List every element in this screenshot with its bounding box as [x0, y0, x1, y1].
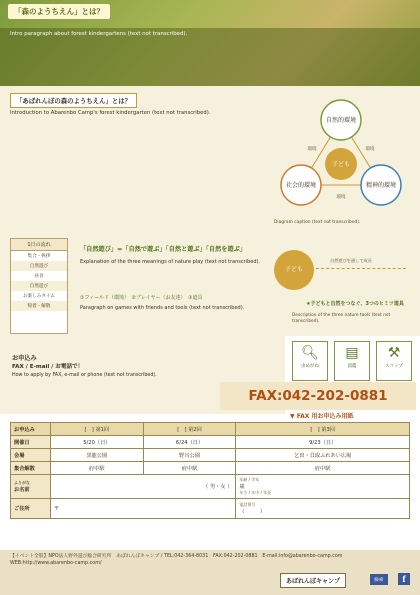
form-cell: 5/20（日） [51, 436, 144, 449]
session-checkbox[interactable]: [ ] 第1回 [51, 423, 144, 436]
tool-book [334, 341, 370, 381]
application-text: How to apply by FAX, e-mail or phone (text not transcribed). [12, 373, 157, 378]
nature-play-text2: Paragraph on games with friends and tools (text not transcribed). [80, 305, 245, 311]
center-label: 子ども [331, 161, 351, 168]
tool-magnifier [292, 341, 328, 381]
hero-banner [0, 0, 420, 86]
form-cell: 黒龍公園 [51, 449, 144, 462]
form-cell: 野川公園 [143, 449, 236, 462]
schedule-title: 1日の流れ [11, 239, 67, 251]
book-icon: ▤ [345, 345, 359, 361]
tool-shovel [376, 341, 412, 381]
form-cell: 府中駅 [51, 462, 144, 475]
form-row [11, 436, 410, 449]
search-button[interactable]: 検索 [370, 574, 388, 585]
tools-heading: ★子どもと自然をつなぐ、3つのヒミツ道具 [306, 301, 404, 307]
age-unit: 歳 [239, 484, 245, 490]
application-title: お申込み [12, 355, 37, 362]
schedule-item: 帰着・解散 [11, 301, 67, 311]
magnifier-icon: 🔍︎ [301, 345, 319, 361]
edge-label: 環境 [307, 147, 317, 152]
tool-label: 虫めがね [301, 364, 319, 369]
session-checkbox[interactable]: [ ] 第2回 [143, 423, 236, 436]
hero-title: 「森のようちえん」とは？ [8, 4, 110, 19]
section-heading: 「あばれんぼの森のようちえん」とは？ [10, 93, 137, 108]
brand-logo: あばれんぼキャンプ [280, 573, 346, 588]
diagram-caption: Diagram caption (text not transcribed). [274, 220, 361, 225]
form-label: お申込み [11, 423, 51, 436]
form-cell: 府中駅 [236, 462, 410, 475]
environment-diagram [266, 90, 416, 220]
form-row [11, 449, 410, 462]
fax-form-title: ▼ FAX 用お申込み用紙 [290, 413, 354, 420]
tool-label: 図鑑 [347, 364, 357, 369]
gender-select[interactable]: （ 男・女 ） [203, 484, 233, 490]
nature-play-text: Explanation of the three meanings of nature play (text not transcribed). [80, 259, 261, 265]
fax-number: FAX:042-202-0881 [220, 382, 416, 410]
form-label: 開催日 [11, 436, 51, 449]
application-form [10, 422, 410, 519]
application-methods: FAX / E-mail / お電話で！ [12, 364, 84, 370]
form-label: 会場 [11, 449, 51, 462]
nature-play-elements: ①フィールド（環境） ②プレイヤー（お友達） ③道具 [80, 295, 203, 301]
facebook-icon[interactable]: f [398, 573, 410, 585]
address-label: ご住所 [11, 499, 51, 519]
tool-label: スコップ [385, 364, 403, 369]
age-label: 年齢 / 学年 [239, 477, 260, 482]
section-text: Introduction to Abarenbo Camp's forest kindergarten (text not transcribed). [10, 110, 211, 116]
footer-contact: 【イベント全般】NPO法人野外遊び総合研究所 あばれんぼキャンプ / TEL:042-364-8031 FAX:042-202-0881 E-mail:info@abarenbo-camp.com WEB:http://www.abarenbo-camp.com/ [10, 554, 348, 567]
schedule-item: 集合・挨拶 [27, 254, 51, 259]
name-field[interactable] [51, 475, 236, 499]
form-row [11, 475, 410, 499]
form-cell: 6/24（日） [143, 436, 236, 449]
shovel-icon: ⚒ [387, 345, 401, 361]
session-checkbox[interactable]: [ ] 第3回 [236, 423, 410, 436]
edge-label: 環境 [336, 195, 346, 200]
name-label: お名前 [14, 487, 30, 493]
node-label: 自然的環境 [325, 117, 357, 124]
phone-sep: （ ） [239, 509, 266, 515]
hero-text: Intro paragraph about forest kindergartens (text not transcribed). [10, 31, 188, 37]
node-label: 社会的環境 [285, 182, 317, 189]
schedule-item: お楽しみタイム [22, 294, 56, 299]
child-circle: 子ども [274, 250, 314, 290]
address-field[interactable] [51, 499, 236, 519]
form-row [11, 462, 410, 475]
form-cell: 乞田・貝取ふれあい広場 [236, 449, 410, 462]
nature-play-heading: 「自然遊び」=「自然で遊ぶ」「自然と遊ぶ」「自然を遊ぶ」 [80, 246, 247, 253]
phone-label: 電話番号 [239, 502, 256, 507]
form-label [11, 475, 51, 499]
form-label: 集合解散 [11, 462, 51, 475]
node-label: 精神的環境 [365, 182, 397, 189]
schedule-item: 自然遊び [11, 261, 67, 271]
form-row [11, 499, 410, 519]
postal-mark: 〒 [54, 506, 60, 512]
age-grade-field[interactable] [236, 475, 410, 499]
phone-field[interactable] [236, 499, 410, 519]
edge-label: 環境 [365, 147, 375, 152]
growth-label: 自然遊びを通して成長 [330, 258, 372, 263]
form-cell: 9/23（日） [236, 436, 410, 449]
form-cell: 府中駅 [143, 462, 236, 475]
schedule-box [10, 238, 68, 334]
furigana-label: ふりがな [14, 480, 30, 485]
growth-arrow [316, 268, 406, 269]
schedule-item: 自然遊び [11, 281, 67, 291]
schedule-item: 昼食 [34, 274, 44, 279]
form-row [11, 423, 410, 436]
tools-text: Description of the three nature tools (text not transcribed). [292, 313, 391, 325]
grade-select[interactable]: 年少 / 年中 / 年長 [239, 490, 272, 495]
